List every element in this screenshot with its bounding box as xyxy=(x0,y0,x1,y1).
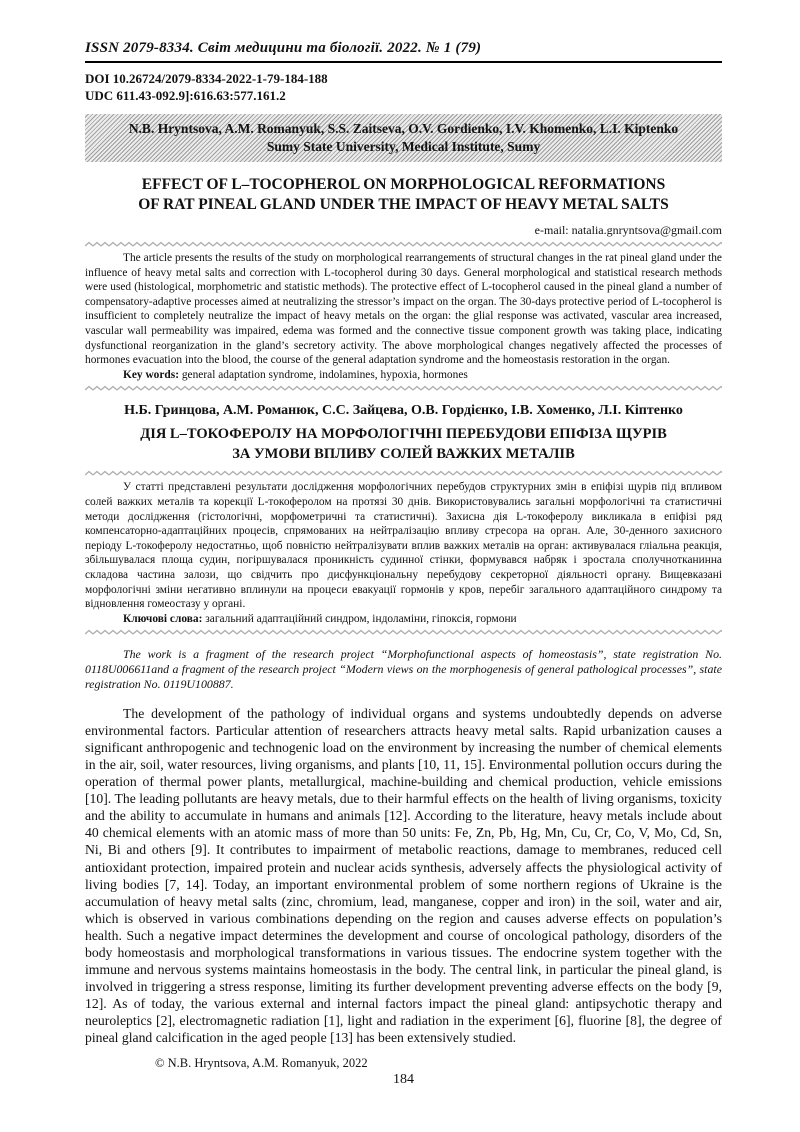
author-email: e-mail: natalia.gnryntsova@gmail.com xyxy=(534,223,722,237)
zigzag-divider xyxy=(85,629,722,636)
affiliation-line: Sumy State University, Medical Institute, Sumy xyxy=(266,138,541,154)
keywords-english-label: Key words: xyxy=(123,368,179,381)
article-title-line1: EFFECT OF L–TOCOPHEROL ON MORPHOLOGICAL REFORMATIONS xyxy=(141,176,666,193)
article-title-line2: OF RAT PINEAL GLAND UNDER THE IMPACT OF HEAVY METAL SALTS xyxy=(138,195,669,213)
article-title-ua-line1: ДІЯ L–ТОКОФЕРОЛУ НА МОРФОЛОГІЧНІ ПЕРЕБУДОВИ ЕПІФІЗА ЩУРІВ xyxy=(140,426,667,443)
journal-issn-header: ISSN 2079-8334. Світ медицини та біології. 2022. № 1 (79) xyxy=(85,40,722,63)
zigzag-divider xyxy=(85,241,722,248)
article-title-english xyxy=(85,175,722,214)
keywords-english xyxy=(85,368,722,383)
authors-line: N.B. Hryntsova, A.M. Romanyuk, S.S. Zaitseva, O.V. Gordienko, I.V. Khomenko, L.I. Kiptenko xyxy=(128,121,679,136)
authors-ukrainian: Н.Б. Гринцова, А.М. Романюк, С.С. Зайцева, О.В. Гордієнко, І.В. Хоменко, Л.І. Кіптенко xyxy=(124,403,683,419)
udc-line: UDC 611.43-092.9]:616.63:577.161.2 xyxy=(85,88,286,103)
zigzag-divider xyxy=(85,385,722,392)
research-project-note: The work is a fragment of the research project “Morphofunctional aspects of homeostasis”, state registration No. 0118U006611and a fragment of the research project “Modern views on the morphogenesis of general pathological processes”, state registration No. 0119U100887. xyxy=(85,647,722,691)
keywords-ukrainian xyxy=(85,612,722,627)
keywords-ukrainian-text: загальний адаптаційний синдром, індоламіни, гіпоксія, гормони xyxy=(202,612,517,625)
zigzag-divider xyxy=(85,470,722,477)
abstract-ukrainian: У статті представлені результати дослідження морфологічних перебудов структурних змін в епіфізі щурів під впливом солей важких металів та корекції L-токоферолом на протязі 30 днів. Використовувались загальні морфологічні та статистичні методи дослідження (гістологічні, морфометричні та статистичні). Захисна дія L-токоферолу викликала в епіфізі ряд компенсаторно-адаптаційних процесів, спрямованих на нейтралізацію впливу стресора на орган. Але, 30-денного захисного періоду L-токоферолу недостатньо, щоб повністю нейтралізувати вплив важких металів на орган: активувалася гліальна реакція, збільшувалася площа судин, погіршувалася проникність судинної стінки, формувався набряк і зростала сполучнотканинна складова частина залози, що свідчить про дисфункціональну перебудову секреторної діяльності органу. Вищевказані морфологічні зміни негативно вплинули на процеси евакуації гормонів у кров, перебіг загального адаптаційного синдрому та відновлення гомеостазу у органі. xyxy=(85,481,722,611)
article-title-ua-line2: ЗА УМОВИ ВПЛИВУ СОЛЕЙ ВАЖКИХ МЕТАЛІВ xyxy=(232,445,575,462)
article-title-ukrainian xyxy=(85,425,722,464)
page-number: 184 xyxy=(393,1071,414,1087)
keywords-ukrainian-label: Ключові слова: xyxy=(123,612,203,625)
abstract-english: The article presents the results of the study on morphological rearrangements of structural changes in the rat pineal gland under the influence of heavy metal salts and correction with L-tocopherol during 30 days. General morphological and statistical research methods were used (histological, morphometric and statistic methods). The protective effect of L-tocopherol caused in the pineal gland a number of compensatory-adaptive processes aimed at neutralizing the stressor’s impact on the organ. The 30-days protective period of L-tocopherol is insufficient to completely neutralize the impact of heavy metals on the organ: the glial response was activated, vascular area increased, vascular wall permeability was impaired, edema was formed and the connective tissue component growth was taking place, indicating dysfunctional reorganization in the gland’s secretory activity. The above morphological changes negatively affected the processes of hormones evacuation into the blood, the course of the general adaptation syndrome and the homeostasis restoration in the organ. xyxy=(85,252,722,367)
copyright-line: © N.B. Hryntsova, A.M. Romanyuk, 2022 xyxy=(155,1055,368,1070)
introduction-paragraph: The development of the pathology of individual organs and systems undoubtedly depends on adverse environmental factors. Particular attention of researchers attracts heavy metal salts. Rapid urbanization causes a significant anthropogenic and technogenic load on the environment by increasing the number of chemical elements in the air, soil, water resources, living organisms, and plants [10, 11, 15]. Environmental pollution occurs during the operation of thermal power plants, metallurgical, machine-building and chemical production, vehicle emissions [10]. The leading pollutants are heavy metals, due to their harmful effects on the health of living organisms, toxicity and the ability to accumulate in humans and animals [12]. According to the literature, heavy metals include about 40 chemical elements with an atomic mass of more than 50 units: Fe, Zn, Pb, Hg, Mn, Cu, Cr, Co, V, Mo, Cd, Sn, Ni, Bi and others [9]. It contributes to impairment of metabolic reactions, damage to membranes, reduced cell antioxidant protection, impaired protein and nuclear acids synthesis, adversely affects the physiological activity of living bodies [7, 14]. Today, an important environmental problem of some northern regions of Ukraine is the accumulation of heavy metal salts (zinc, chromium, lead, manganese, copper and iron) in the soil, water and air, which is observed in various combinations depending on the region and causes adverse effects on population’s health. Such a negative impact determines the development and course of oncological pathology, disorders of the body homeostasis and morphological transformations in various tissues. The endocrine system together with the immune and nervous systems maintains homeostasis in the body. The central link, in particular the pineal gland, is involved in triggering a stress response, limiting its further development preventing adverse effects on the body [9, 12]. As of today, the various external and internal factors impact the pineal gland: antipsychotic therapy and neuroleptics [2], electromagnetic radiation [1], light and radiation in the experiment [6], fluorine [8], the degree of pineal gland calcification in the aged people [13] has been extensively studied. xyxy=(85,705,722,1046)
doi-udc-block xyxy=(85,70,722,104)
keywords-english-text: general adaptation syndrome, indolamines, hypoxia, hormones xyxy=(179,368,468,381)
authors-affiliation-box xyxy=(85,114,722,162)
doi-line: DOI 10.26724/2079-8334-2022-1-79-184-188 xyxy=(85,71,328,86)
